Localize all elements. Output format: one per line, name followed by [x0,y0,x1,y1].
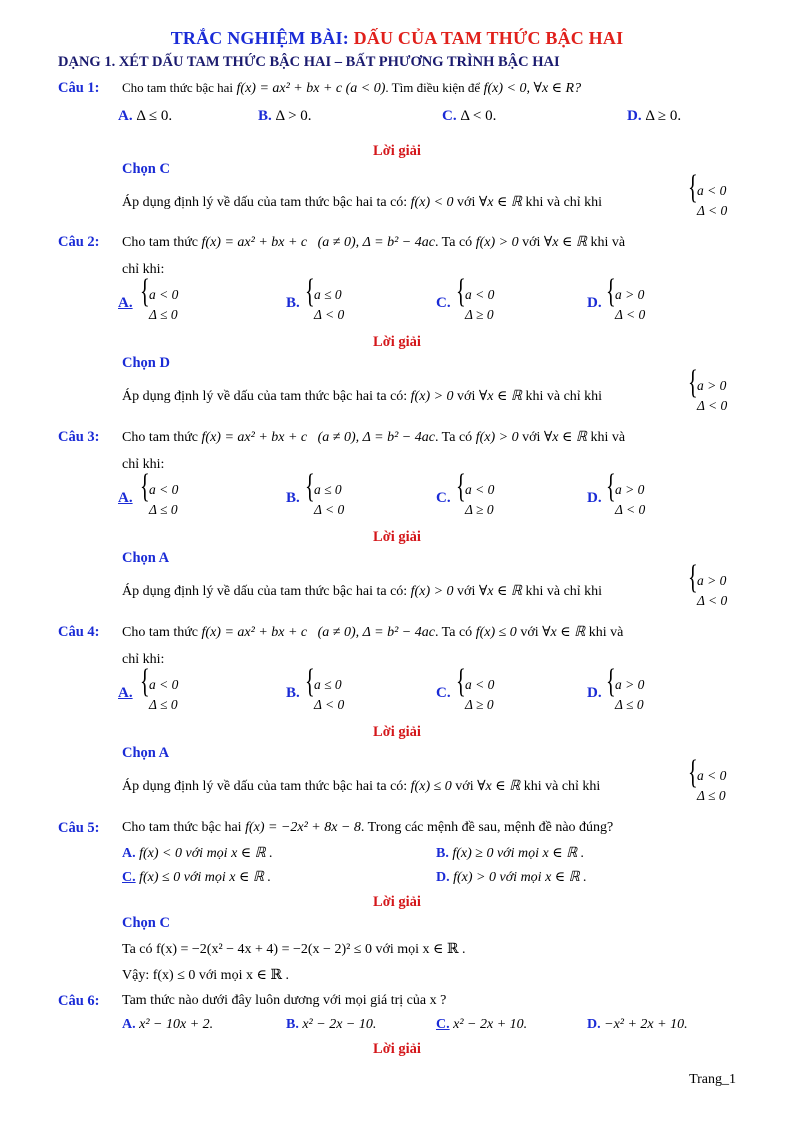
q3-solution-heading: Lời giải [373,529,421,545]
q6-option-b[interactable]: B. x² − 2x − 10. [286,1017,377,1032]
q4-option-a[interactable]: A. [118,685,133,701]
q3-option-d[interactable]: D. [587,490,602,506]
q2-option-d[interactable]: D. [587,295,602,311]
q3-option-a[interactable]: A. [118,490,133,506]
question-2-text-cont: chỉ khi: [122,262,165,277]
q6-option-a[interactable]: A. x² − 10x + 2. [122,1017,214,1032]
q3-option-b[interactable]: B. [286,490,300,506]
question-3-label: Câu 3: [58,429,100,445]
question-2-text: Cho tam thức f(x) = ax² + bx + c (a ≠ 0), Δ = b² − 4ac. Ta có f(x) > 0 với ∀x ∈ ℝ khi và [122,235,626,250]
q5-answer: Chọn C [122,915,170,931]
q2-solution-text: Áp dụng định lý về dấu của tam thức bậc hai ta có: f(x) > 0 với ∀x ∈ ℝ khi và chỉ khi [122,389,603,404]
q4-answer: Chọn A [122,745,170,761]
question-1-text: Cho tam thức bậc hai f(x) = ax² + bx + c (a < 0). Tìm điều kiện để f(x) < 0, ∀x ∈ R? [122,80,582,96]
question-2-label: Câu 2: [58,234,100,250]
q4-option-b[interactable]: B. [286,685,300,701]
q2-option-c[interactable]: C. [436,295,451,311]
q1-option-c[interactable]: C. Δ < 0. [442,108,497,124]
question-1-label: Câu 1: [58,80,100,96]
question-5-label: Câu 5: [58,820,100,836]
question-4-text-cont: chỉ khi: [122,652,165,667]
q3-answer: Chọn A [122,550,170,566]
q1-option-b[interactable]: B. Δ > 0. [258,108,312,124]
question-3-text: Cho tam thức f(x) = ax² + bx + c (a ≠ 0), Δ = b² − 4ac. Ta có f(x) > 0 với ∀x ∈ ℝ khi và [122,430,626,445]
question-3-text-cont: chỉ khi: [122,457,165,472]
q1-option-a[interactable]: A. Δ ≤ 0. [118,108,173,124]
q6-option-c[interactable]: C. x² − 2x + 10. [436,1017,528,1032]
q1-solution-heading: Lời giải [373,143,421,159]
q5-solution-heading: Lời giải [373,894,421,910]
q5-solution-line-2: Vậy: f(x) ≤ 0 với mọi x ∈ ℝ . [122,968,289,983]
q4-solution-heading: Lời giải [373,724,421,740]
q1-solution-text: Áp dụng định lý về dấu của tam thức bậc hai ta có: f(x) < 0 với ∀x ∈ ℝ khi và chỉ khi [122,195,603,210]
document-page: TRẮC NGHIỆM BÀI: DẤU CỦA TAM THỨC BẬC HAI DẠNG 1. XÉT DẤU TAM THỨC BẬC HAI – BẤT PHƯƠNG TRÌNH BẬC HAI Câu 1: Cho tam thức bậc hai f(x) = ax² + bx + c (a < 0). Tìm điều kiện để f(x) < 0, ∀x ∈ R? A. Δ ≤ 0. B. Δ > 0. C. Δ < 0. D. Δ ≥ 0. Lời giải Chọn C Áp dụng định lý về dấu của tam thức bậc hai ta có: f(x) < 0 với ∀x ∈ ℝ khi và chỉ khi { a < 0 Δ < 0 Câu 2: Cho tam thức f(x) = ax² + bx + c (a ≠ 0), Δ = b² − 4ac. Ta có f(x) > 0 với ∀x ∈ ℝ khi và chỉ khi: A. { a < 0 Δ ≤ 0 B. { a ≤ 0 Δ < 0 C. { a < 0 Δ ≥ 0 D. { a > 0 Δ < 0 Lời giải Chọn D Áp dụng định lý về dấu của tam thức bậc hai ta có: f(x) > 0 với ∀x ∈ ℝ khi và chỉ khi { a > 0 Δ < 0 Câu 3: Cho tam thức f(x) = ax² + bx + c (a ≠ 0), Δ = b² − 4ac. Ta có f(x) > 0 với ∀x ∈ ℝ khi và chỉ khi: A. { a < 0 Δ ≤ 0 B. { a ≤ 0 Δ < 0 C. { a < 0 Δ ≥ 0 D. { a > 0 Δ < 0 Lời giải Chọn A Áp dụng định lý về dấu của tam thức bậc hai ta có: f(x) > 0 với ∀x ∈ ℝ khi và chỉ khi { a > 0 Δ < 0 Câu 4: Cho tam thức f(x) = ax² + bx + c (a ≠ 0), Δ = b² − 4ac. Ta có f(x) ≤ 0 với ∀x ∈ ℝ khi và chỉ khi: A. { a < 0 Δ ≤ 0 B. { a ≤ 0 Δ < 0 C. { a < 0 Δ ≥ 0 D. { a > 0 Δ ≤ 0 Lời giải Chọn A Áp dụng định lý về dấu của tam thức bậc hai ta có: f(x) ≤ 0 với ∀x ∈ ℝ khi và chỉ khi { a < 0 Δ ≤ 0 Câu 5: Cho tam thức bậc hai f(x) = −2x² + 8x − 8. Trong các mệnh đề sau, mệnh đề nào đúng? A. f(x) < 0 với mọi x ∈ ℝ . B. f(x) ≥ 0 với mọi x ∈ ℝ . C. f(x) ≤ 0 với mọi x ∈ ℝ . D. f(x) > 0 với mọi x ∈ ℝ . Lời giải Chọn C Ta có f(x) = −2(x² − 4x + 4) = −2(x − 2)² ≤ 0 với mọi x ∈ ℝ . Vậy: f(x) ≤ 0 với mọi x ∈ ℝ . Câu 6: Tam thức nào dưới đây luôn dương với mọi giá trị của x ? A. x² − 10x + 2. B. x² − 2x − 10. C. x² − 2x + 10. D. −x² + 2x + 10. Lời giải Trang_1 [0,0,794,1123]
title-part-2: DẤU CỦA TAM THỨC BẬC HAI [353,28,624,48]
q1-answer: Chọn C [122,161,170,177]
q4-option-d[interactable]: D. [587,685,602,701]
title-part-1: TRẮC NGHIỆM BÀI: [170,28,349,48]
question-6-label: Câu 6: [58,993,100,1009]
q5-option-c[interactable]: C. f(x) ≤ 0 với mọi x ∈ ℝ . [122,870,271,885]
q1-option-d[interactable]: D. Δ ≥ 0. [627,108,682,124]
question-4-text: Cho tam thức f(x) = ax² + bx + c (a ≠ 0), Δ = b² − 4ac. Ta có f(x) ≤ 0 với ∀x ∈ ℝ khi và [122,625,624,640]
q4-solution-text: Áp dụng định lý về dấu của tam thức bậc hai ta có: f(x) ≤ 0 với ∀x ∈ ℝ khi và chỉ khi [122,779,601,794]
q4-option-c[interactable]: C. [436,685,451,701]
q3-option-c[interactable]: C. [436,490,451,506]
page-title [0,28,794,49]
q5-option-b[interactable]: B. f(x) ≥ 0 với mọi x ∈ ℝ . [436,846,585,861]
q2-option-a[interactable]: A. [118,295,133,311]
section-subtitle: DẠNG 1. XÉT DẤU TAM THỨC BẬC HAI – BẤT PHƯƠNG TRÌNH BẬC HAI [58,54,560,70]
q2-answer: Chọn D [122,355,170,371]
question-6-text: Tam thức nào dưới đây luôn dương với mọi giá trị của x ? [122,993,447,1008]
page-number: Trang_1 [689,1072,736,1087]
q2-solution-heading: Lời giải [373,334,421,350]
q5-option-a[interactable]: A. f(x) < 0 với mọi x ∈ ℝ . [122,846,273,861]
question-5-text: Cho tam thức bậc hai f(x) = −2x² + 8x − 8. Trong các mệnh đề sau, mệnh đề nào đúng? [122,820,614,835]
q5-option-d[interactable]: D. f(x) > 0 với mọi x ∈ ℝ . [436,870,587,885]
q6-option-d[interactable]: D. −x² + 2x + 10. [587,1017,688,1032]
q6-solution-heading: Lời giải [373,1041,421,1057]
question-4-label: Câu 4: [58,624,100,640]
q2-option-b[interactable]: B. [286,295,300,311]
q3-solution-text: Áp dụng định lý về dấu của tam thức bậc hai ta có: f(x) > 0 với ∀x ∈ ℝ khi và chỉ khi [122,584,603,599]
q5-solution-line-1: Ta có f(x) = −2(x² − 4x + 4) = −2(x − 2)² ≤ 0 với mọi x ∈ ℝ . [122,942,466,957]
